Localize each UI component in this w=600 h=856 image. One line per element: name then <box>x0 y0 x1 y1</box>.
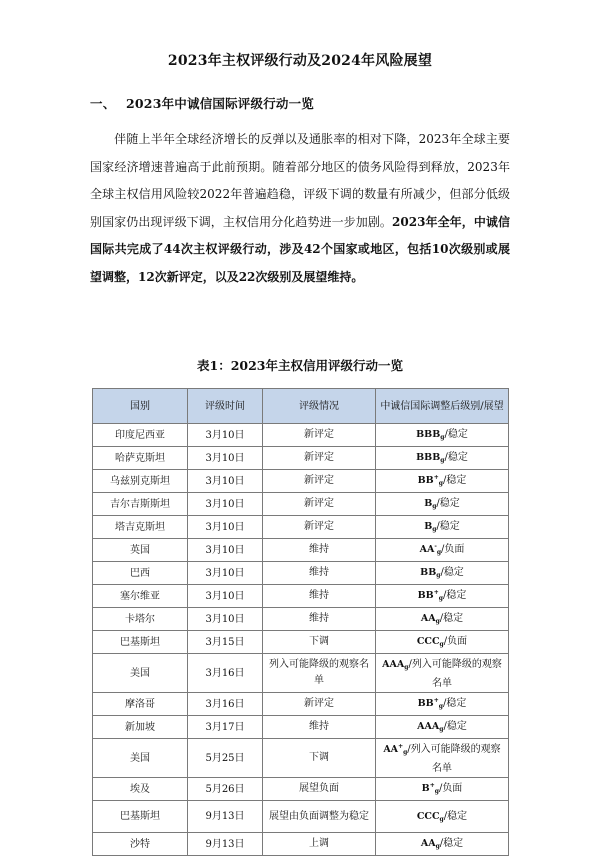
cell-country: 哈萨克斯坦 <box>93 447 188 470</box>
cell-country: 巴西 <box>93 562 188 585</box>
cell-rating <box>376 562 509 585</box>
cell-country: 卡塔尔 <box>93 608 188 631</box>
rating-subscript: g <box>440 457 445 464</box>
table-row <box>93 833 509 856</box>
cell-rating <box>376 424 509 447</box>
table-row <box>93 608 509 631</box>
section-heading-text: 2023年中诚信国际评级行动一览 <box>126 96 314 111</box>
rating-modifier: + <box>398 743 404 750</box>
rating-outlook: 列入可能降级的观察名单 <box>410 744 501 774</box>
rating-separator: / <box>407 744 411 755</box>
rating-separator: / <box>441 544 445 555</box>
cell-rating <box>376 539 509 562</box>
cell-action: 维持 <box>263 716 376 739</box>
cell-date: 3月10日 <box>188 493 263 516</box>
cell-action: 展望负面 <box>263 778 376 801</box>
cell-country: 英国 <box>93 539 188 562</box>
cell-date: 3月16日 <box>188 654 263 693</box>
cell-date: 3月10日 <box>188 447 263 470</box>
rating-grade: B <box>424 521 433 532</box>
rating-grade: CCC <box>416 810 440 822</box>
cell-country: 吉尔吉斯斯坦 <box>93 493 188 516</box>
rating-grade: BBB <box>416 429 441 440</box>
cell-action: 新评定 <box>263 447 376 470</box>
rating-subscript: g <box>438 595 443 602</box>
rating-subscript: g <box>438 480 443 487</box>
section-number: 一、 <box>90 96 116 111</box>
rating-modifier: + <box>433 697 439 704</box>
rating-grade: BB <box>417 590 434 601</box>
cell-country: 塔吉克斯坦 <box>93 516 188 539</box>
rating-separator: / <box>443 721 447 732</box>
cell-rating <box>376 654 509 693</box>
rating-separator: / <box>439 838 444 849</box>
table-row <box>93 801 509 833</box>
cell-date: 3月15日 <box>188 631 263 654</box>
table-row <box>93 470 509 493</box>
rating-separator: / <box>443 636 448 647</box>
rating-subscript: g <box>438 703 443 710</box>
cell-rating <box>376 470 509 493</box>
rating-subscript: g <box>432 526 437 533</box>
table-row <box>93 631 509 654</box>
table-row <box>93 562 509 585</box>
rating-outlook: 稳定 <box>446 721 467 732</box>
rating-subscript: g <box>436 572 441 579</box>
intro-paragraph <box>90 126 510 291</box>
rating-separator: / <box>442 590 447 601</box>
header-rating: 中诚信国际调整后级别/展望 <box>376 389 509 424</box>
table-header-row <box>93 389 509 424</box>
rating-modifier: + <box>433 589 439 596</box>
rating-outlook: 稳定 <box>443 613 464 624</box>
cell-country: 埃及 <box>93 778 188 801</box>
rating-grade: BB <box>420 567 437 578</box>
rating-outlook: 稳定 <box>446 590 467 601</box>
rating-modifier: + <box>433 474 439 481</box>
sovereign-ratings-table <box>92 388 509 856</box>
cell-rating <box>376 447 509 470</box>
paragraph-bold-text: 2023年全年，中诚信国际共完成了44次主权评级行动，涉及42个国家或地区，包括10次级别或展望调整，12次新评定，以及22次级别及展望维持。 <box>90 214 510 284</box>
table-row <box>93 447 509 470</box>
cell-date: 3月10日 <box>188 424 263 447</box>
cell-action: 维持 <box>263 562 376 585</box>
cell-action: 新评定 <box>263 493 376 516</box>
rating-subscript: g <box>403 749 408 756</box>
rating-outlook: 列入可能降级的观察名单 <box>411 659 502 689</box>
rating-separator: / <box>438 783 443 794</box>
table-body <box>93 424 509 856</box>
cell-action: 新评定 <box>263 693 376 716</box>
cell-date: 3月10日 <box>188 608 263 631</box>
rating-outlook: 稳定 <box>447 429 468 440</box>
cell-country: 巴基斯坦 <box>93 801 188 833</box>
rating-separator: / <box>439 613 444 624</box>
rating-separator: / <box>442 698 447 709</box>
table-row <box>93 516 509 539</box>
cell-rating <box>376 716 509 739</box>
cell-country: 新加坡 <box>93 716 188 739</box>
rating-subscript: g <box>439 815 444 823</box>
cell-action: 维持 <box>263 539 376 562</box>
rating-grade: BB <box>417 475 434 486</box>
cell-country: 美国 <box>93 654 188 693</box>
section-heading <box>90 94 314 112</box>
cell-country: 沙特 <box>93 833 188 856</box>
rating-outlook: 负面 <box>444 544 465 555</box>
table-caption: 表1：2023年主权信用评级行动一览 <box>197 358 403 373</box>
cell-action: 上调 <box>263 833 376 856</box>
rating-subscript: g <box>435 843 440 850</box>
cell-action: 下调 <box>263 631 376 654</box>
rating-separator: / <box>440 567 444 578</box>
table-row <box>93 716 509 739</box>
rating-subscript: g <box>432 503 437 510</box>
rating-subscript: g <box>434 788 439 795</box>
header-date: 评级时间 <box>188 389 263 424</box>
rating-grade: AA <box>420 613 436 624</box>
cell-rating <box>376 778 509 801</box>
rating-subscript: g <box>404 664 409 671</box>
cell-rating <box>376 585 509 608</box>
table-row <box>93 493 509 516</box>
cell-country: 乌兹别克斯坦 <box>93 470 188 493</box>
rating-outlook: 稳定 <box>443 838 464 849</box>
paragraph-normal-text: 伴随上半年全球经济增长的反弹以及通胀率的相对下降，2023年全球主要国家经济增速普遍高于此前预期。随着部分地区的债务风险得到释放，2023年全球主权信用风险较2022年普遍趋稳，评级下调的数量有所减少，但部分低级别国家仍出现评级下调，主权信用分化趋势进一步加剧。 <box>90 132 510 229</box>
table-row <box>93 739 509 778</box>
table-row <box>93 424 509 447</box>
cell-date: 9月13日 <box>188 801 263 833</box>
rating-modifier: - <box>434 543 437 550</box>
rating-grade: AAA <box>382 659 405 670</box>
cell-country: 巴基斯坦 <box>93 631 188 654</box>
cell-action: 维持 <box>263 585 376 608</box>
rating-separator: / <box>436 521 440 532</box>
rating-grade: AAA <box>417 721 440 732</box>
rating-outlook: 稳定 <box>446 698 467 709</box>
cell-rating <box>376 631 509 654</box>
rating-separator: / <box>444 429 448 440</box>
rating-subscript: g <box>439 641 444 648</box>
cell-date: 5月25日 <box>188 739 263 778</box>
document-title: 2023年主权评级行动及2024年风险展望 <box>167 53 433 69</box>
rating-outlook: 稳定 <box>443 567 464 578</box>
cell-date: 9月13日 <box>188 833 263 856</box>
rating-outlook: 稳定 <box>447 452 468 463</box>
cell-action: 下调 <box>263 739 376 778</box>
rating-separator: / <box>408 659 412 670</box>
rating-outlook: 稳定 <box>439 521 460 532</box>
cell-rating <box>376 693 509 716</box>
rating-grade: CCC <box>416 636 440 647</box>
cell-date: 3月10日 <box>188 539 263 562</box>
cell-date: 3月17日 <box>188 716 263 739</box>
table-row <box>93 693 509 716</box>
rating-separator: / <box>444 452 448 463</box>
rating-grade: BB <box>417 698 434 709</box>
rating-outlook: 稳定 <box>439 498 460 509</box>
cell-rating <box>376 493 509 516</box>
rating-grade: AA <box>420 838 436 849</box>
cell-rating <box>376 608 509 631</box>
cell-action: 新评定 <box>263 424 376 447</box>
table-row <box>93 585 509 608</box>
cell-action: 列入可能降级的观察名单 <box>263 654 376 693</box>
cell-rating <box>376 739 509 778</box>
table-row <box>93 539 509 562</box>
rating-outlook: 稳定 <box>446 475 467 486</box>
cell-date: 3月10日 <box>188 516 263 539</box>
rating-subscript: g <box>440 434 445 441</box>
rating-separator: / <box>443 810 448 822</box>
cell-date: 3月10日 <box>188 585 263 608</box>
header-action: 评级情况 <box>263 389 376 424</box>
rating-modifier: + <box>429 782 435 789</box>
cell-rating <box>376 516 509 539</box>
header-country: 国别 <box>93 389 188 424</box>
rating-grade: AA <box>419 544 435 555</box>
rating-subscript: g <box>439 726 444 733</box>
cell-country: 美国 <box>93 739 188 778</box>
cell-country: 印度尼西亚 <box>93 424 188 447</box>
rating-outlook: 负面 <box>447 636 468 647</box>
rating-separator: / <box>436 498 440 509</box>
rating-grade: BBB <box>416 452 441 463</box>
cell-country: 摩洛哥 <box>93 693 188 716</box>
cell-country: 塞尔维亚 <box>93 585 188 608</box>
rating-grade: AA <box>383 744 399 755</box>
cell-date: 3月10日 <box>188 562 263 585</box>
table-row <box>93 654 509 693</box>
rating-outlook: 稳定 <box>447 810 468 822</box>
cell-action: 维持 <box>263 608 376 631</box>
cell-rating <box>376 833 509 856</box>
cell-rating <box>376 801 509 833</box>
cell-date: 3月10日 <box>188 470 263 493</box>
cell-date: 5月26日 <box>188 778 263 801</box>
cell-date: 3月16日 <box>188 693 263 716</box>
rating-separator: / <box>442 475 447 486</box>
rating-subscript: g <box>435 618 440 625</box>
cell-action: 展望由负面调整为稳定 <box>263 801 376 833</box>
rating-grade: B <box>421 783 430 794</box>
rating-outlook: 负面 <box>442 783 463 794</box>
cell-action: 新评定 <box>263 470 376 493</box>
table-row <box>93 778 509 801</box>
rating-grade: B <box>424 498 433 509</box>
rating-subscript: g <box>436 549 442 556</box>
cell-action: 新评定 <box>263 516 376 539</box>
